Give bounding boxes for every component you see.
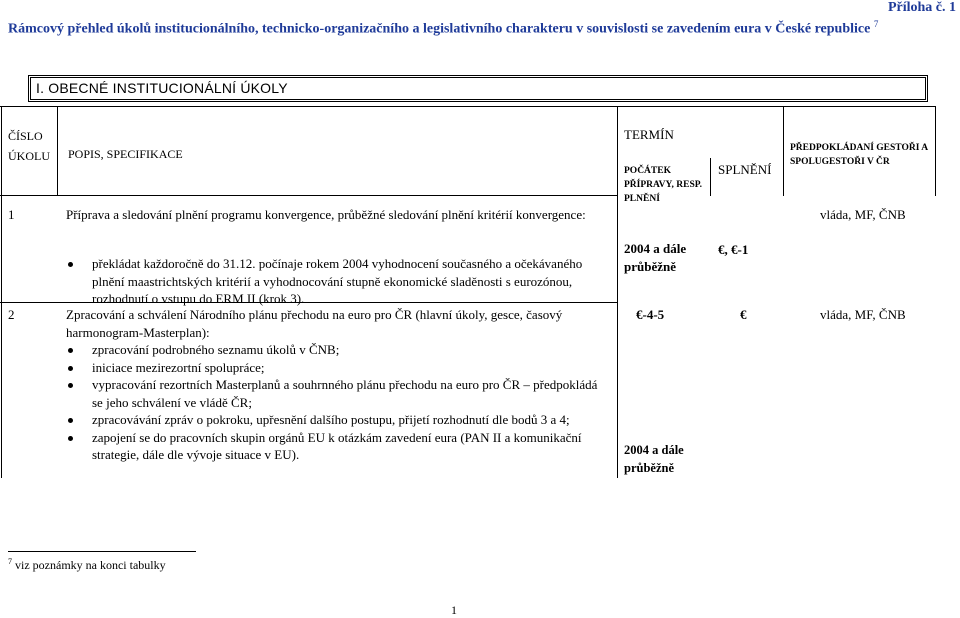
- document-title-text: Rámcový přehled úkolů institucionálního, technicko-organizačního a legislativního charakteru v souvislosti se zavedením eura v České republice: [8, 21, 871, 37]
- list-item: vypracování rezortních Masterplanů a souhrnného plánu přechodu na euro pro ČR – předpokládá se jeho schválení ve vládě ČR;: [66, 376, 606, 411]
- row-1-splneni: €, €-1: [718, 242, 749, 257]
- list-item: zpracovávání zpráv o pokroku, upřesnění dalšího postupu, přijetí rozhodnutí dle bodů 3 a 4;: [66, 411, 606, 429]
- table-top-border: [0, 106, 936, 107]
- title-footnote-mark: 7: [873, 19, 879, 29]
- list-item: překládat každoročně do 31.12. počínaje rokem 2004 vyhodnocení současného a očekávaného plnění maastrichtských kritérií a vyhodnocování stupně ekonomické sladěnosti s eurozónou, rozhodnutí o vstupu do ERM II (krok 3).: [66, 255, 606, 308]
- row-2-gestori: vláda, MF, ČNB: [820, 307, 906, 322]
- row-2-pocatek: €-4-5: [636, 307, 665, 322]
- header-number-line1: ČÍSLO: [8, 129, 43, 143]
- footnote-mark: 7: [8, 557, 12, 566]
- row-1-intro: Příprava a sledování plnění programu konvergence, průběžné sledování plnění kritérií konvergence:: [66, 207, 586, 222]
- document-title: [8, 15, 938, 39]
- col-line-number: [57, 106, 58, 196]
- header-number-line2: ÚKOLU: [8, 149, 50, 163]
- col-line-description: [617, 106, 618, 478]
- footnote: [8, 557, 166, 573]
- header-splneni: SPLNĚNÍ: [718, 162, 772, 177]
- col-line-splneni: [783, 106, 784, 196]
- footnote-text: viz poznámky na konci tabulky: [15, 558, 166, 572]
- row-1-pocatek: 2004 a dále průběžně: [624, 241, 687, 274]
- row-2-splneni: €: [740, 307, 747, 322]
- header-termin: TERMÍN: [624, 127, 674, 142]
- header-bottom-line: [0, 195, 618, 196]
- row-1-number: 1: [8, 207, 15, 222]
- list-item: zapojení se do pracovních skupin orgánů EU k otázkám zavedení eura (PAN II a komunikační strategie, dále dle vývoje situace v EU).: [66, 429, 606, 464]
- row-2-number: 2: [8, 307, 15, 322]
- header-description: POPIS, SPECIFIKACE: [68, 147, 183, 161]
- section-title: I. OBECNÉ INSTITUCIONÁLNÍ ÚKOLY: [36, 80, 288, 96]
- header-number: [8, 126, 50, 166]
- header-gestori: PŘEDPOKLÁDANÍ GESTOŘI A SPOLUGESTOŘI V ČR: [790, 143, 928, 167]
- row-2-intro: Zpracování a schválení Národního plánu přechodu na euro pro ČR (hlavní úkoly, gesce, časový harmonogram-Masterplan):: [66, 307, 563, 340]
- list-item: iniciace mezirezortní spolupráce;: [66, 359, 606, 377]
- row-2-bullets: [66, 341, 606, 464]
- row-2-pocatek-extra: 2004 a dále průběžně: [624, 443, 684, 475]
- row-1-bullets: [66, 255, 606, 308]
- page-number: 1: [451, 603, 457, 617]
- list-item: zpracování podrobného seznamu úkolů v ČNB;: [66, 341, 606, 359]
- header-pocatek: POČÁTEK PŘÍPRAVY, RESP. PLNĚNÍ: [624, 166, 703, 204]
- footnote-rule: [8, 551, 196, 552]
- row-1-gestori: vláda, MF, ČNB: [820, 207, 906, 222]
- col-line-left: [1, 106, 2, 478]
- col-line-pocatek: [710, 158, 711, 196]
- page-label: Příloha č. 1: [887, 0, 956, 15]
